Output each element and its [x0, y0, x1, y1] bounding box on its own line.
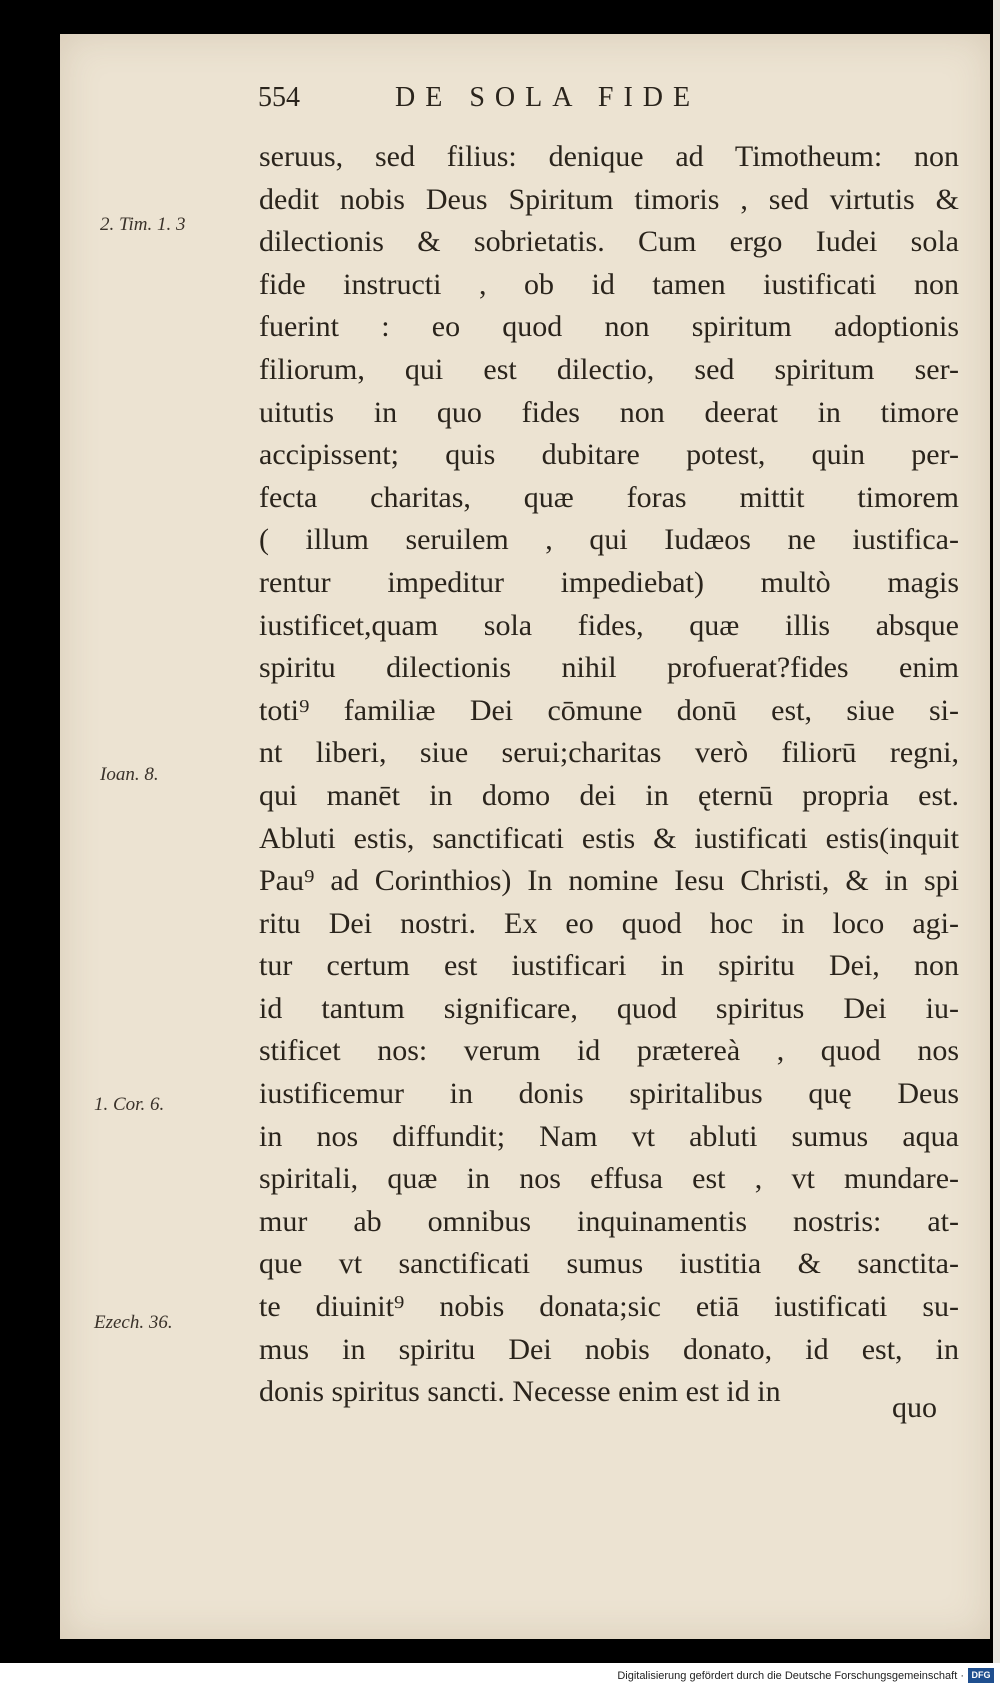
funding-credit: Digitalisierung gefördert durch die Deutsche Forschungsgemeinschaft ·	[617, 1670, 964, 1682]
text-line: donis spiritus sancti. Necesse enim est id in	[259, 1375, 781, 1409]
text-line: dilectionis & sobrietatis. Cum ergo Iudei sola	[259, 225, 959, 259]
text-line: filiorum, qui est dilectio, sed spiritum ser-	[259, 352, 959, 386]
text-line: te diuinit⁹ nobis donata;sic etiā iustificati su-	[259, 1290, 959, 1324]
text-line: tur certum est iustificari in spiritu Dei, non	[259, 949, 959, 983]
text-line: fide instructi , ob id tamen iustificati non	[259, 267, 959, 301]
text-line: iustificet,quam sola fides, quæ illis absque	[259, 608, 959, 642]
text-line: mus in spiritu Dei nobis donato, id est, in	[259, 1332, 959, 1366]
text-line: nt liberi, siue serui;charitas verò filiorū regni,	[259, 736, 959, 770]
book-page	[60, 34, 990, 1639]
text-line: spiritu dilectionis nihil profuerat?fides enim	[259, 651, 959, 685]
text-line: dedit nobis Deus Spiritum timoris , sed virtutis &	[259, 182, 959, 216]
text-line: in nos diffundit; Nam vt abluti sumus aqua	[259, 1119, 959, 1153]
running-title: DE SOLA FIDE	[395, 82, 701, 113]
margin-note: 1. Cor. 6.	[94, 1094, 165, 1115]
text-line: ( illum seruilem , qui Iudæos ne iustifica-	[259, 523, 959, 557]
text-line: fuerint : eo quod non spiritum adoptionis	[259, 310, 959, 344]
body-text	[259, 136, 959, 1414]
text-line: stificet nos: verum id prætereà , quod nos	[259, 1034, 959, 1068]
text-line: uitutis in quo fides non deerat in timore	[259, 395, 959, 429]
running-head	[258, 82, 878, 114]
text-line: fecta charitas, quæ foras mittit timorem	[259, 480, 959, 514]
text-line: Pau⁹ ad Corinthios) In nomine Iesu Christi, & in spi	[259, 864, 959, 898]
text-line: id tantum significare, quod spiritus Dei iu-	[259, 991, 959, 1025]
margin-note: 2. Tim. 1. 3	[100, 214, 186, 235]
dfg-logo-icon: DFG	[968, 1668, 994, 1683]
text-line: qui manēt in domo dei in ęternū propria est.	[259, 778, 959, 812]
text-line: accipissent; quis dubitare potest, quin per-	[259, 438, 959, 472]
text-line: iustificemur in donis spiritalibus quę Deus	[259, 1077, 959, 1111]
facing-page-edge	[993, 0, 1000, 1663]
text-line: spiritali, quæ in nos effusa est , vt mundare-	[259, 1162, 959, 1196]
margin-note: Ioan. 8.	[100, 764, 159, 785]
text-line: seruus, sed filius: denique ad Timotheum: non	[259, 140, 959, 173]
text-line: ritu Dei nostri. Ex eo quod hoc in loco agi-	[259, 906, 959, 940]
catchword: quo	[892, 1391, 937, 1424]
text-line: rentur impeditur impediebat) multò magis	[259, 565, 959, 599]
page-number: 554	[258, 82, 300, 113]
text-line: que vt sanctificati sumus iustitia & sanctita-	[259, 1247, 959, 1281]
text-line: toti⁹ familiæ Dei cōmune donū est, siue si-	[259, 693, 959, 727]
text-line: mur ab omnibus inquinamentis nostris: at-	[259, 1204, 959, 1238]
margin-note: Ezech. 36.	[94, 1312, 173, 1333]
text-line: Abluti estis, sanctificati estis & iustificati estis(inquit	[259, 821, 959, 855]
